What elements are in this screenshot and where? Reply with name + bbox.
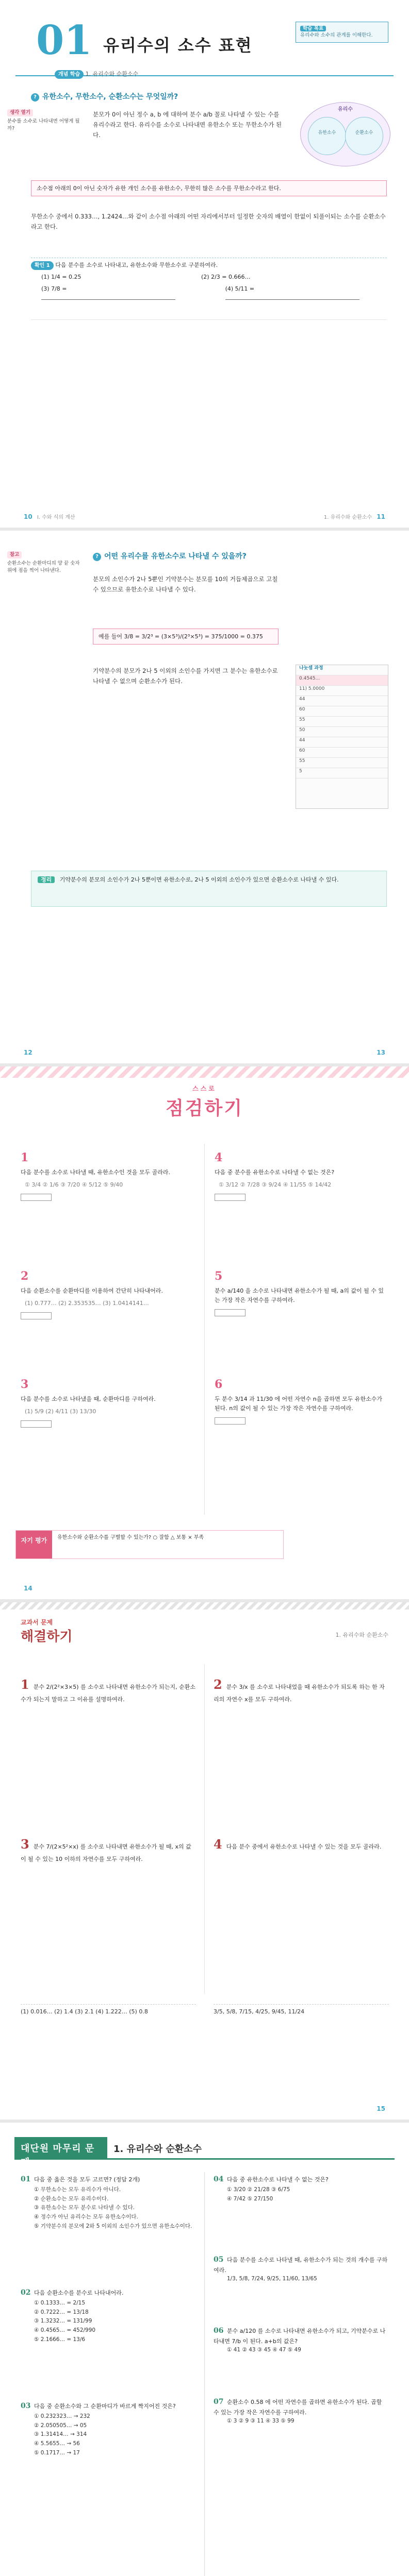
option-line: ④ 0.4565… = 452/990 [34,2327,96,2334]
problem-item [21,1834,196,1864]
question-head [21,2401,196,2412]
summary-text: 기약분수의 분모의 소인수가 2나 5뿐이면 유한소수로, 2나 5 이외의 소인수가 있으면 순환소수로 나타낼 수 있다. [59,876,339,883]
problem-text: 분수 a/140 을 소수로 나타내면 유한소수가 될 때, a의 값이 될 수 있는 가장 작은 자연수를 구하여라. [215,1287,384,1303]
answer-blank [225,293,359,300]
option-line: ⑤ 0.1717… → 17 [34,2450,80,2456]
option-line: 1/3, 5/8, 7/24, 9/25, 11/60, 13/65 [227,2275,317,2282]
page-footer-right [373,1048,388,1057]
page-3-self-check [0,1066,409,1602]
answer-box [215,1194,246,1201]
option-line: ① 3 ② 9 ③ 11 ④ 33 ⑤ 99 [227,2417,295,2424]
problem-item [214,1834,389,1855]
example-formula [93,629,279,645]
page-footer-right [373,2104,388,2113]
answer-blank [41,293,175,300]
venn-outer-label: 유리수 [338,107,353,112]
example-row-2: (3) 7/8 = (4) 5/11 = [31,285,387,302]
venn-finite [308,117,346,155]
problem-item [21,1267,191,1321]
body-paragraph-2: 무한소수 중에서 0.333…, 1.2424…와 같이 소수점 아래의 어떤 자리에서부터 일정한 숫자의 배열이 한없이 되풀이되는 소수를 순환소수라고 한다. [31,213,386,231]
question-head [21,2174,196,2185]
question-number: 05 [214,2256,224,2264]
problem-number: 5 [215,1269,223,1283]
chapter-header [15,14,394,76]
table-row: 11) 5.0000 [296,686,388,696]
answer-field [21,1193,191,1202]
problem-text: 두 분수 3/14 과 11/30 에 어떤 자연수 n을 곱하면 모두 유한소수가 된다. n의 값이 될 수 있는 가장 작은 자연수를 구하여라. [215,1396,382,1412]
answer-box [21,1420,52,1428]
decorative-border [0,1602,409,1609]
question-icon: ? [93,553,101,561]
side-note-tag: 참고 [7,551,22,558]
summary-label: 정리 [38,876,55,883]
question-options [214,2417,389,2426]
column-divider [204,1144,205,1515]
problem-text: 다음 중 분수를 유한소수로 나타낼 수 없는 것은? [215,1169,335,1176]
problem-item [21,1149,191,1202]
question-item [21,2287,196,2345]
problem-number: 1 [21,1677,29,1692]
example-d: (4) 5/11 [225,285,248,292]
table-row: 44 [296,737,388,748]
self-assessment-text: 유한소수와 순환소수를 구별할 수 있는가? ○ 잘함 △ 보통 × 부족 [57,1535,204,1540]
problem-number: 3 [21,1837,29,1852]
option-line: ⑤ 2.1666… = 13/6 [34,2336,86,2343]
option-line: ② 2.050505… → 05 [34,2422,87,2429]
problem-item [214,1674,389,1704]
problem-number: 4 [214,1837,222,1852]
option-line: ① 0.232323… → 232 [34,2413,90,2419]
question-text: 분수 a/120 를 소수로 나타내면 유한소수가 되고, 기약분수로 나타내면 7/b 이 된다. a+b의 값은? [214,2328,386,2345]
problem-text: 분수 2/(2²×3×5) 를 소수로 나타내면 유한소수가 되는지, 순환소수가 되는지 말하고 그 이유를 설명하여라. [21,1684,195,1703]
question-options [214,2185,389,2204]
page-footer-right [324,512,388,521]
page-number: 15 [377,2105,385,2112]
section-title [0,1084,409,1122]
answer-box [21,1194,52,1201]
question-options [21,2185,196,2231]
definition-box [31,180,387,196]
option-line: ③ 1.3232… = 131/99 [34,2318,92,2325]
body-paragraph: 분모의 소인수가 2나 5뿐인 기약분수는 분모를 10의 거듭제곱으로 고칠 수 있으므로 유한소수로 나타낼 수 있다. [93,575,278,594]
column-divider [204,2172,205,2576]
question-text: 다음 분수를 소수로 나타낼 때, 유한소수가 되는 것의 개수를 구하여라. [214,2257,388,2274]
problem-number: 6 [215,1378,223,1391]
option-line: ① 3/20 ② 21/28 ③ 6/75 [227,2186,290,2193]
table-row: 0.4545… [296,675,388,686]
option-line: ① 41 ② 43 ③ 45 ④ 47 ⑤ 49 [227,2346,301,2353]
question-head [214,2397,389,2417]
question-options [214,2346,389,2355]
page-footer-left [21,1584,36,1593]
problem-text: 분수 3/x 를 소수로 나타내었을 때 유한소수가 되도록 하는 한 자리의 자연수 x를 모두 구하여라. [214,1684,385,1703]
page-1 [0,0,409,531]
question-number: 04 [214,2175,224,2183]
title-caption: 스스로 [192,1085,217,1092]
page-2 [0,531,409,1066]
problem-number: 1 [21,1151,29,1164]
question-item [21,2174,196,2231]
title-text: 점검하기 [165,1097,244,1119]
unit-section [113,2142,202,2156]
study-badge: 개념 학습 [55,70,84,79]
answer-options-left: (1) 0.016… (2) 1.4 (3) 2.1 (4) 1.222… (5) 0.8 [21,2004,196,2016]
sub-chapter [55,70,209,79]
question-options [21,2412,196,2458]
body-paragraph-3: 기약분수의 분모가 2나 5 이외의 소인수를 가지면 그 분수는 유한소수로 나타낼 수 없으며 순환소수가 된다. [93,667,278,685]
page-4-textbook [0,1602,409,2123]
question-head [214,2255,389,2275]
example-section [31,258,387,302]
problem-text: 다음 분수를 소수로 나타냈을 때, 순환마디를 구하여라. [21,1396,156,1403]
chapter-title: 유리수의 소수 표현 [103,36,253,55]
problem-text: 다음 분수를 소수로 나타낼 때, 유한소수인 것을 모두 골라라. [21,1169,170,1176]
question-number: 02 [21,2289,31,2297]
problem-item [21,1376,191,1429]
section-label: 1. 유리수와 순환소수 [335,1632,388,1638]
question-options [21,2299,196,2345]
table-title: 나눗셈 과정 [296,665,388,675]
table-row: 44 [296,696,388,706]
problem-number: 2 [214,1677,222,1692]
question-head [214,2174,389,2185]
table-row: 60 [296,706,388,717]
problem-text: 다음 분수 중에서 유한소수로 나타낼 수 있는 것을 모두 골라라. [226,1843,382,1850]
page-footer-left [21,1048,36,1057]
self-assessment [15,1530,284,1559]
example-c: (3) 7/8 [41,285,60,292]
question-number: 01 [21,2175,31,2183]
venn-finite-label: 유한소수 [318,130,336,135]
question-item [214,2174,389,2204]
chapter-number: 01 [36,17,92,64]
page-number: 12 [24,1049,32,1056]
question-text: 다음 중 옳은 것을 모두 고르면? (정답 2개) [34,2176,140,2183]
option-line: ③ 1.31414… → 314 [34,2431,87,2438]
answer-box [21,1312,52,1319]
question-item [214,2326,389,2355]
goals-text: 유리수와 소수의 관계를 이해한다. [300,32,373,39]
problem-text: 다음 순환소수를 순환마디를 이용하여 간단히 나타내어라. [21,1287,163,1295]
question-icon: ? [31,93,39,101]
body-paragraph: 분모가 0이 아닌 정수 a, b 에 대하여 분수 a/b 꼴로 나타낼 수 있는 수를 유리수라고 한다. 유리수를 소수로 나타내면 유한소수 또는 무한소수가 된다. [93,111,282,139]
problem-item [21,1674,196,1704]
question-text: 순환소수 0.58 에 어떤 자연수를 곱하면 유한소수가 된다. 곱할 수 있는 가장 작은 자연수를 구하여라. [214,2399,382,2416]
footer-sub-chapter: 1. 유리수와 순환소수 [323,515,372,520]
table-rows [296,675,388,778]
question-heading-2 [93,551,387,562]
page-number: 14 [24,1585,32,1592]
table-row: 50 [296,727,388,737]
example-text: 다음 분수를 소수로 나타내고, 유한소수와 무한소수로 구분하여라. [55,262,218,268]
table-row: 55 [296,758,388,768]
answer-options-right: 3/5, 5/8, 7/15, 4/25, 9/45, 11/24 [214,2004,389,2016]
problem-number: 4 [215,1151,223,1164]
formula-text: 예를 들어 3/8 = 3/2³ = (3×5³)/(2³×5³) = 375/1000 = 0.375 [99,633,263,640]
side-note [7,109,85,132]
option-line: ④ 7/42 ⑤ 27/150 [227,2195,273,2202]
question-text: 다음 순환소수를 분수로 나타내어라. [34,2290,124,2296]
option-line: ② 순환소수는 모두 유리수이다. [34,2195,109,2202]
goals-title: 학습 목표 [300,26,326,31]
venn-repeating-label: 순환소수 [355,130,373,135]
unit-header [14,2137,395,2168]
page-number: 10 [24,513,32,520]
footer-section: Ⅰ. 수와 식의 계산 [37,515,75,520]
problem-options: (1) 5/9 (2) 4/11 (3) 13/30 [25,1408,96,1415]
question-text: 유한소수, 무한소수, 순환소수는 무엇일까? [42,93,178,101]
problem-text: 분수 7/(2×5²×x) 를 소수로 나타내면 유한소수가 될 때, x의 값이 될 수 있는 10 이하의 자연수를 모두 구하여라. [21,1843,191,1862]
divider [31,319,387,320]
example-badge: 확인 1 [31,261,54,270]
example-row-1 [31,273,387,282]
decorative-border [0,1066,409,1078]
question-number: 03 [21,2402,31,2410]
problem-options: ① 3/4 ② 1/6 ③ 7/20 ④ 5/12 ⑤ 9/40 [25,1181,123,1188]
unit-label: 대단원 마무리 문제 [14,2137,107,2160]
question-item [21,2401,196,2458]
option-line: ④ 5.5655… → 56 [34,2441,80,2447]
question-heading-1 [31,92,382,103]
table-row: 55 [296,717,388,727]
venn-repeating [345,117,383,155]
side-note-2 [7,551,85,574]
answer-field [215,1417,385,1426]
venn-diagram [300,102,390,166]
answer-box [215,1417,246,1425]
question-head [214,2326,389,2346]
option-line: ① 0.1333… = 2/15 [34,2299,86,2306]
question-item [214,2397,389,2426]
question-head [21,2287,196,2299]
title-text: 해결하기 [21,1629,73,1645]
division-table [296,665,388,809]
question-item [214,2255,389,2284]
table-row: 60 [296,748,388,758]
problem-options: ① 3/12 ② 7/28 ③ 9/24 ④ 11/55 ⑤ 14/42 [219,1181,332,1188]
answer-field [215,1193,385,1202]
page-number-right: 13 [377,1049,385,1056]
side-note-text: 분수를 소수로 나타내면 어떻게 될까? [7,118,80,131]
question-text: 다음 중 순환소수와 그 순환마디가 바르게 짝지어진 것은? [34,2403,176,2410]
option-line: ② 0.7222… = 13/18 [34,2309,89,2315]
sub-chapter-label: 1. 유리수와 순환소수 [85,71,139,77]
column-divider [204,1664,205,1994]
answer-field [21,1420,191,1429]
learning-goals [296,22,388,43]
option-line: ① 무한소수는 모두 유리수가 아니다. [34,2186,121,2193]
side-note-tag: 생각 열기 [7,109,33,116]
answer-field [21,1312,191,1321]
question-text: 다음 중 유한소수로 나타낼 수 없는 것은? [227,2176,329,2183]
summary-box [31,871,387,907]
answer-box [215,1309,246,1316]
question-number: 06 [214,2327,224,2335]
title-caption: 교과서 문제 [21,1619,53,1626]
section-title [21,1618,227,1647]
problem-options: (1) 0.777… (2) 2.353535… (3) 1.0414141… [25,1299,149,1307]
option-line: ④ 정수가 아닌 유리수는 모두 유한소수이다. [34,2214,138,2221]
definition-text: 소수점 아래의 0이 아닌 숫자가 유한 개인 소수를 유한소수, 무한히 많은 소수를 무한소수라고 한다. [37,185,281,192]
unit-section-text: 1. 유리수와 순환소수 [113,2144,202,2155]
problem-item [215,1149,385,1202]
question-text: 어떤 유리수를 유한소수로 나타낼 수 있을까? [104,552,247,561]
problem-number: 2 [21,1269,29,1283]
problem-item [215,1376,385,1426]
question-number: 07 [214,2398,224,2406]
example-a: (1) 1/4 = 0.25 [41,274,81,280]
side-note-text: 순환소수는 순환마디의 양 끝 숫자 위에 점을 찍어 나타낸다. [7,560,80,573]
page-5-unit-review [0,2123,409,2576]
question-options [214,2275,389,2284]
page-number-right: 11 [377,513,385,520]
example-b: (2) 2/3 = 0.666… [201,274,251,280]
self-assessment-label: 자기 평가 [16,1531,52,1558]
problem-item [215,1267,385,1318]
option-line: ⑤ 기약분수의 분모에 2와 5 이외의 소인수가 있으면 유한소수이다. [34,2223,192,2230]
problem-number: 3 [21,1378,29,1391]
page-footer-left [21,512,75,521]
table-row: 5 [296,768,388,778]
answer-field [215,1309,385,1318]
option-line: ③ 유한소수는 모두 분수로 나타낼 수 있다. [34,2205,135,2211]
